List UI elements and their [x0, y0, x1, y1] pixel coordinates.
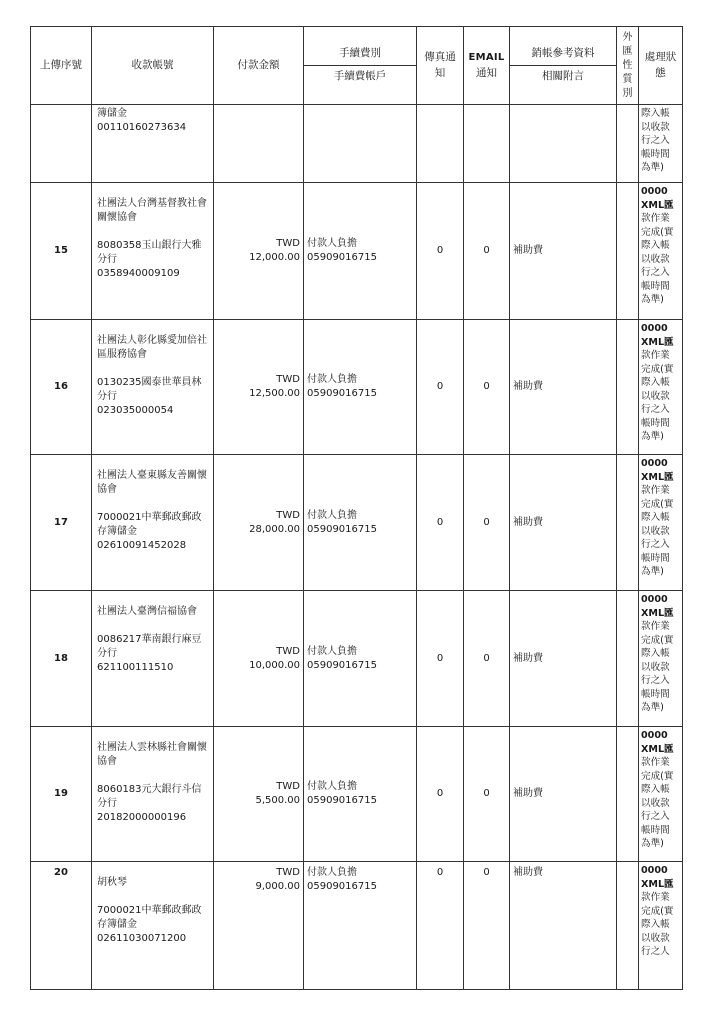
- row-amount: [214, 320, 304, 455]
- header-amount: 付款金額: [214, 27, 304, 105]
- status-line: XML匯: [641, 878, 674, 890]
- header-foreign-2: 匯: [622, 45, 633, 57]
- header-email-line2: 通知: [476, 66, 497, 79]
- row-amount: [214, 183, 304, 320]
- header-foreign-4: 質: [622, 73, 633, 85]
- status-line: 以收款: [641, 932, 670, 944]
- row-status: [639, 862, 683, 990]
- row-fax: 0: [417, 183, 464, 320]
- fee-type: 付款人負擔: [307, 867, 357, 878]
- header-fax-line2: 知: [434, 66, 446, 79]
- status-line: 款作業: [641, 213, 670, 224]
- row-foreign: [617, 862, 639, 990]
- status-line: 0000: [641, 458, 668, 469]
- row-fax: 0: [417, 862, 464, 990]
- header-seq: 上傳序號: [31, 27, 92, 105]
- status-line: 為準): [641, 702, 664, 713]
- status-line: 款作業: [641, 485, 670, 496]
- row-email: 0: [464, 727, 510, 862]
- row-foreign: [617, 183, 639, 320]
- header-fee-account: 手續費帳戶: [304, 65, 416, 85]
- header-foreign-1: 外: [622, 31, 633, 43]
- fee-account: 05909016715: [307, 881, 377, 892]
- row-foreign: [617, 727, 639, 862]
- fee-type: 付款人負擔: [307, 645, 357, 657]
- header-foreign: [617, 27, 639, 105]
- row-fax: 0: [417, 591, 464, 727]
- status-line: 際入帳: [641, 919, 670, 930]
- row-status: [639, 320, 683, 455]
- bank-branch: 8060183元大銀行斗信分行: [97, 784, 202, 809]
- status-line: 完成(實: [641, 226, 674, 238]
- status-line: 0000: [641, 186, 668, 197]
- fee-type: 付款人負擔: [307, 509, 357, 521]
- row-status: [639, 727, 683, 862]
- header-row: [31, 27, 683, 105]
- bank-branch: 0086217華南銀行麻豆分行: [97, 634, 202, 659]
- fee-account: 05909016715: [307, 795, 377, 806]
- header-status: [639, 27, 683, 105]
- row-account: [92, 455, 214, 591]
- row-seq: 19: [31, 727, 92, 862]
- row-foreign: [617, 591, 639, 727]
- account-number: 20182000000196: [97, 812, 187, 823]
- account-number: 02610091452028: [97, 540, 187, 551]
- currency: TWD: [276, 781, 300, 792]
- status-line: 以收款: [641, 797, 670, 809]
- header-fax-line1: 傳真通: [424, 50, 456, 63]
- status-line: 以收款: [641, 525, 670, 537]
- status-line: 0000: [641, 323, 668, 334]
- row-email: 0: [464, 320, 510, 455]
- status-line: 0000: [641, 594, 668, 605]
- header-fee-type: 手續費別: [339, 47, 381, 60]
- row-seq: 17: [31, 455, 92, 591]
- account-number: 0358940009109: [97, 268, 180, 279]
- row-fax: 0: [417, 320, 464, 455]
- row-email: 0: [464, 591, 510, 727]
- row-account: [92, 320, 214, 455]
- status-line: 以收款: [641, 390, 670, 402]
- row-fee: [304, 727, 417, 862]
- status-line: 際入帳: [641, 648, 670, 659]
- fee-type: 付款人負擔: [307, 781, 357, 792]
- row-ref: 補助費: [510, 862, 617, 990]
- header-ref: [510, 27, 617, 105]
- header-foreign-3: 性: [622, 59, 633, 71]
- fee-type: 付款人負擔: [307, 374, 357, 385]
- payee-name: 社團法人臺東縣友善關懷協會: [97, 470, 207, 495]
- status-line: 0000: [641, 730, 668, 741]
- status-line: 以收款: [641, 121, 670, 133]
- status-line: 帳時間: [641, 417, 670, 429]
- bank-branch: 8080358玉山銀行大雅分行: [97, 240, 202, 265]
- row-account: [92, 183, 214, 320]
- status-line: 以收款: [641, 661, 670, 673]
- status-line: XML匯: [641, 471, 674, 483]
- payee-name: 社團法人台灣基督教社會關懷協會: [97, 198, 207, 223]
- status-line: XML匯: [641, 336, 674, 348]
- currency: TWD: [276, 374, 300, 385]
- row-seq: 18: [31, 591, 92, 727]
- amount-value: 5,500.00: [255, 795, 300, 806]
- bank-branch: 7000021中華郵政郵政存簿儲金: [97, 905, 202, 930]
- status-line: 行之入: [641, 267, 670, 278]
- continued-account: [92, 105, 214, 183]
- header-fax: [417, 27, 464, 105]
- row-amount: [214, 591, 304, 727]
- header-email: [464, 27, 510, 105]
- continued-account-number: 00110160273634: [97, 122, 187, 133]
- row-account: [92, 727, 214, 862]
- currency: TWD: [276, 645, 300, 657]
- continued-status: [639, 105, 683, 183]
- table-row: [31, 727, 683, 862]
- row-account: [92, 591, 214, 727]
- currency: TWD: [276, 867, 300, 878]
- status-line: 完成(實: [641, 770, 674, 782]
- row-fee: [304, 320, 417, 455]
- row-seq: 20: [31, 862, 92, 990]
- status-line: XML匯: [641, 607, 674, 619]
- status-line: 帳時間: [641, 688, 670, 700]
- account-number: 621100111510: [97, 662, 174, 673]
- status-line: 際入帳: [641, 108, 670, 119]
- status-line: 為準): [641, 431, 664, 442]
- row-fee: [304, 862, 417, 990]
- status-line: 行之入: [641, 675, 670, 686]
- status-line: 款作業: [641, 350, 670, 361]
- row-account: [92, 862, 214, 990]
- header-fee: [304, 27, 417, 105]
- status-line: 際入帳: [641, 784, 670, 795]
- payee-name: 社團法人彰化縣愛加倍社區服務協會: [97, 335, 207, 360]
- header-attach-label: 相關附言: [510, 65, 616, 85]
- status-line: 完成(實: [641, 634, 674, 646]
- row-foreign: [617, 455, 639, 591]
- row-ref: 補助費: [510, 320, 617, 455]
- row-status: [639, 183, 683, 320]
- amount-value: 12,500.00: [249, 388, 300, 399]
- status-line: 以收款: [641, 253, 670, 265]
- status-line: 為準): [641, 162, 664, 173]
- fee-account: 05909016715: [307, 252, 377, 263]
- row-fee: [304, 591, 417, 727]
- status-line: 為準): [641, 566, 664, 577]
- row-ref: 補助費: [510, 183, 617, 320]
- status-line: 帳時間: [641, 552, 670, 564]
- status-line: 為準): [641, 294, 664, 305]
- status-line: 帳時間: [641, 148, 670, 160]
- amount-value: 28,000.00: [249, 523, 300, 535]
- remittance-table: [30, 26, 683, 990]
- row-seq: 16: [31, 320, 92, 455]
- header-foreign-5: 別: [622, 87, 633, 99]
- status-line: 0000: [641, 865, 668, 876]
- continued-row: [31, 105, 683, 183]
- status-line: XML匯: [641, 743, 674, 755]
- table-row: [31, 591, 683, 727]
- table-row: [31, 455, 683, 591]
- header-status-line1: 處理狀: [644, 50, 677, 63]
- row-amount: [214, 862, 304, 990]
- table-row: [31, 320, 683, 455]
- header-status-line2: 態: [655, 66, 666, 79]
- status-line: 帳時間: [641, 824, 670, 836]
- account-number: 02611030071200: [97, 933, 187, 944]
- row-ref: 補助費: [510, 727, 617, 862]
- header-account: 收款帳號: [92, 27, 214, 105]
- amount-value: 12,000.00: [249, 252, 300, 263]
- status-line: 款作業: [641, 892, 670, 903]
- amount-value: 10,000.00: [249, 659, 300, 671]
- row-email: 0: [464, 862, 510, 990]
- status-line: 際入帳: [641, 512, 670, 523]
- status-line: 行之人: [641, 946, 670, 957]
- fee-type: 付款人負擔: [307, 238, 357, 249]
- status-line: 為準): [641, 838, 664, 849]
- status-line: 完成(實: [641, 363, 674, 375]
- row-amount: [214, 455, 304, 591]
- row-fax: 0: [417, 727, 464, 862]
- status-line: 際入帳: [641, 377, 670, 388]
- row-email: 0: [464, 455, 510, 591]
- amount-value: 9,000.00: [255, 881, 300, 892]
- currency: TWD: [276, 509, 300, 521]
- row-ref: 補助費: [510, 455, 617, 591]
- fee-account: 05909016715: [307, 523, 377, 535]
- row-fee: [304, 455, 417, 591]
- fee-account: 05909016715: [307, 659, 377, 671]
- status-line: 完成(實: [641, 498, 674, 510]
- status-line: 際入帳: [641, 240, 670, 251]
- row-status: [639, 455, 683, 591]
- continued-account-line1: 簿儲金: [97, 108, 127, 119]
- header-email-line1: EMAIL: [468, 51, 505, 63]
- row-email: 0: [464, 183, 510, 320]
- header-ref-label: 銷帳參考資料: [531, 47, 595, 60]
- payee-name: 胡秋琴: [97, 877, 127, 888]
- table-row: [31, 183, 683, 320]
- row-amount: [214, 727, 304, 862]
- status-line: 行之入: [641, 135, 670, 146]
- row-seq: 15: [31, 183, 92, 320]
- fee-account: 05909016715: [307, 388, 377, 399]
- bank-branch: 7000021中華郵政郵政存簿儲金: [97, 512, 202, 537]
- status-line: 款作業: [641, 621, 670, 632]
- row-ref: 補助費: [510, 591, 617, 727]
- account-number: 023035000054: [97, 405, 174, 416]
- bank-branch: 0130235國泰世華員林分行: [97, 377, 202, 402]
- row-status: [639, 591, 683, 727]
- status-line: 帳時間: [641, 280, 670, 292]
- status-line: 款作業: [641, 757, 670, 768]
- row-fax: 0: [417, 455, 464, 591]
- row-fee: [304, 183, 417, 320]
- table-row: [31, 862, 683, 990]
- status-line: 行之入: [641, 404, 670, 415]
- currency: TWD: [276, 238, 300, 249]
- status-line: 行之入: [641, 811, 670, 822]
- payee-name: 社團法人臺灣信福協會: [97, 606, 197, 617]
- payee-name: 社團法人雲林縣社會關懷協會: [97, 742, 207, 767]
- status-line: 行之入: [641, 539, 670, 550]
- row-foreign: [617, 320, 639, 455]
- status-line: XML匯: [641, 199, 674, 211]
- status-line: 完成(實: [641, 905, 674, 917]
